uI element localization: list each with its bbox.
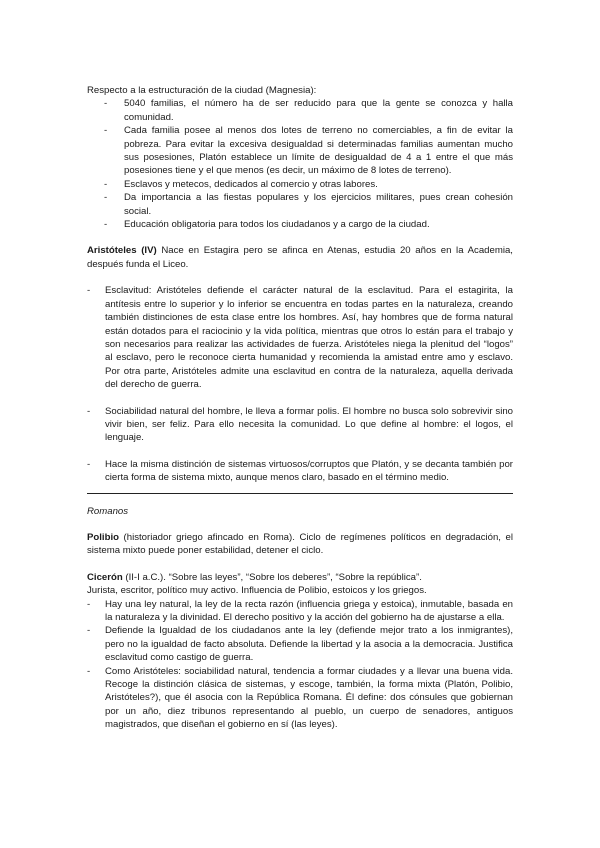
magnesia-intro: Respecto a la estructuración de la ciudad (Magnesia):: [87, 85, 317, 96]
section-divider: [87, 493, 513, 494]
aristoteles-list: [87, 284, 513, 484]
ciceron-paragraph: Cicerón (II-I a.C.). “Sobre las leyes”, “Sobre los deberes”, “Sobre la república”.: [87, 571, 422, 583]
list-item: - Defiende la Igualdad de los ciudadanos ante la ley (defiende mejor trato a los inmigrantes), pero no la igualdad de facto absoluta. Defiende la libertad y la asocia a la democracia. Justifica esclavitud como castigo de guerra.: [87, 625, 513, 664]
list-item: - Cada familia posee al menos dos lotes de terreno no comerciables, a fin de evitar la pobreza. Para evitar la excesiva desigualdad si determinadas familias aumentan mucho sus posesiones, Platón establece un límite de desigualdad de 4 a 1 entre el que más posesiones tiene y el que menos (es decir, un máximo de 8 lotes de terreno).: [104, 125, 513, 177]
list-item: - Como Aristóteles: sociabilidad natural, tendencia a formar ciudades y a llevar una buena vida. Recoge la distinción clásica de sistemas, y escoge, también, la forma mixta (Platón, Polibio, Aristóteles?), que él asocia con la República Romana. Él define: dos cónsules que gobiernan por un año, diez tribunos representando al pueblo, un cuerpo de senadores, antiguos magistrados, que diseñan el gobierno en sí (las leyes).: [87, 665, 513, 731]
aristoteles-name: Aristóteles (IV): [87, 245, 157, 257]
bullet-dash: -: [87, 598, 91, 610]
ciceron-list: [87, 598, 513, 732]
bullet-dash: -: [87, 285, 91, 297]
list-item: - Esclavos y metecos, dedicados al comercio y otras labores.: [104, 178, 378, 190]
ciceron-name: Cicerón: [87, 571, 123, 583]
list-item: - Hace la misma distinción de sistemas virtuosos/corruptos que Platón, y se decanta también por cierta forma de sistema mixto, aunque menos claro, basado en el término medio.: [87, 458, 513, 484]
list-item: - Hay una ley natural, la ley de la recta razón (influencia griega y estoica), inmutable, basada en la naturaleza y la divinidad. El derecho positivo y la acción del gobierno ha de ajustarse a ella.: [87, 598, 513, 623]
aristoteles-intro: Aristóteles (IV) Nace en Estagira pero se afinca en Atenas, estudia 20 años en la Academia, después funda el Liceo.: [87, 245, 513, 270]
ciceron-bio: Jurista, escritor, político muy activo. Influencia de Polibio, estoicos y los griegos.: [87, 585, 427, 597]
bullet-dash: -: [104, 219, 108, 231]
bullet-dash: -: [87, 405, 91, 417]
magnesia-list: [87, 97, 513, 231]
bullet-dash: -: [87, 665, 91, 677]
bullet-dash: -: [104, 98, 108, 110]
romanos-heading: Romanos: [87, 505, 129, 517]
bullet-dash: -: [87, 625, 91, 637]
polibio-name: Polibio: [87, 531, 119, 543]
bullet-dash: -: [104, 125, 108, 137]
list-item: - Sociabilidad natural del hombre, le lleva a formar polis. El hombre no busca solo sobrevivir sino vivir bien, ser feliz. Para ello necesita la comunidad. Lo que define al hombre: el logos, el lenguaje.: [87, 405, 513, 444]
list-item: - Da importancia a las fiestas populares y los ejercicios militares, pues crean cohesión social.: [104, 192, 513, 217]
bullet-dash: -: [104, 178, 108, 190]
polibio-paragraph: Polibio (historiador griego afincado en Roma). Ciclo de regímenes políticos en degradación, el sistema mixto puede poner estabilidad, detener el ciclo.: [87, 531, 513, 557]
list-item: - 5040 familias, el número ha de ser reducido para que la gente se conozca y halla comunidad.: [104, 98, 513, 123]
list-item: - Educación obligatoria para todos los ciudadanos y a cargo de la ciudad.: [104, 219, 430, 231]
bullet-dash: -: [87, 458, 91, 470]
bullet-dash: -: [104, 192, 108, 204]
document-page: [87, 84, 513, 732]
list-item: - Esclavitud: Aristóteles defiende el carácter natural de la esclavitud. Para el estagirita, la antítesis entre lo superior y lo inferior se encuentra en todas partes en la naturaleza, creando también distinciones de esta clase entre los hombres. Así, hay hombres que de forma natural están dotados para el raciocinio y la vida política, mientras que otros lo están para el trabajo y son necesarios para realizar las actividades de fuerza. Aristóteles niega la plenitud del “logos” al esclavo, pero le reconoce cierta humanidad y recomienda la amistad entre amo y esclavo. Por otra parte, Aristóteles admite una esclavitud en contra de la naturaleza, aquella derivada del derecho de guerra.: [87, 285, 513, 391]
